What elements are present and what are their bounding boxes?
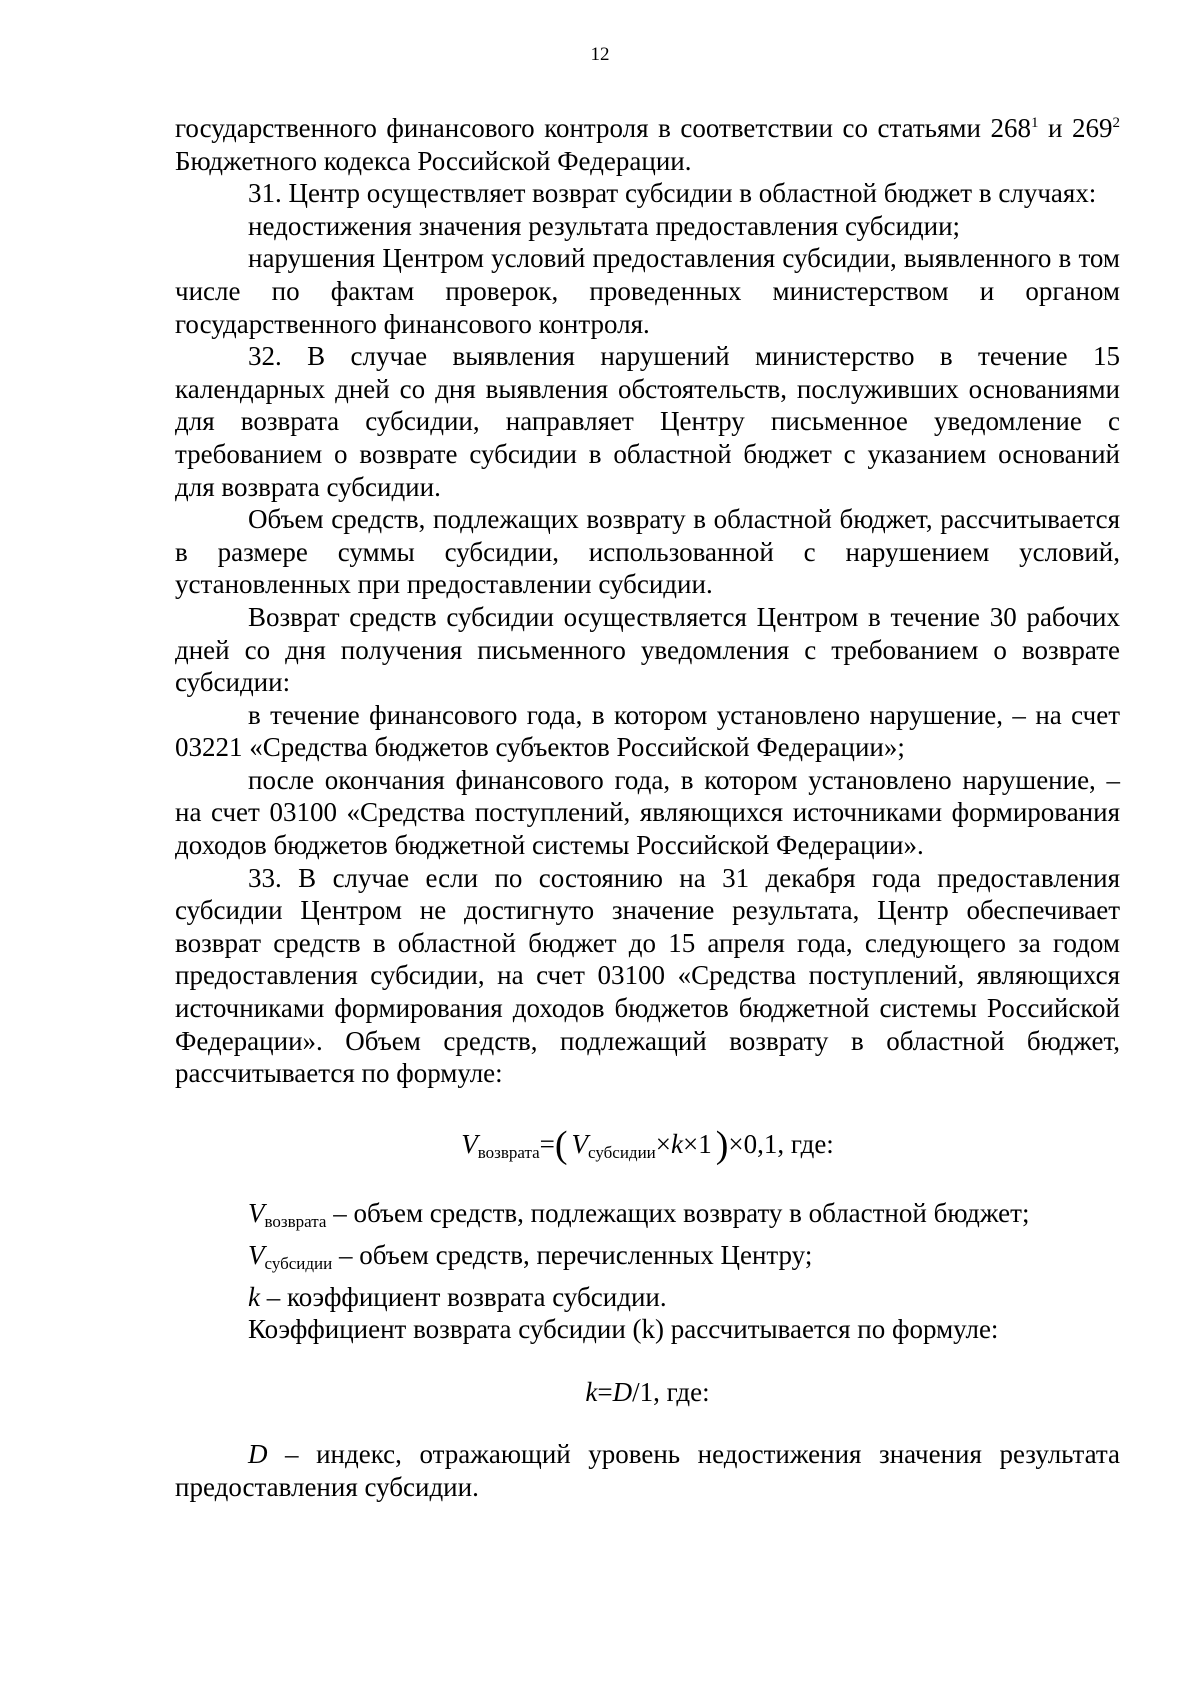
- paragraph-32-after-year: после окончания финансового года, в котором установлено нарушение, – на счет 03100 «Средства поступлений, являющихся источниками формирования доходов бюджетов бюджетной системы Российской Федерации».: [175, 764, 1120, 861]
- paragraph-32-during-year: в течение финансового года, в котором установлено нарушение, – на счет 03221 «Средства бюджетов субъектов Российской Федерации»;: [175, 699, 1120, 763]
- formula-tail: , где:: [653, 1376, 710, 1407]
- paragraph-32-return: Возврат средств субсидии осуществляется Центром в течение 30 рабочих дней со дня получения письменного уведомления с требованием о возврате субсидии:: [175, 601, 1120, 698]
- formula-paren-close: ): [715, 1123, 729, 1166]
- def-text: – объем средств, подлежащих возврату в областной бюджет;: [326, 1198, 1030, 1229]
- formula-return-volume: [175, 1123, 1120, 1170]
- def-v-symbol: V: [248, 1240, 265, 1270]
- formula-sub-return: возврата: [477, 1142, 540, 1162]
- formula-v-symbol: V: [461, 1128, 478, 1159]
- formula-factor: 0,1: [743, 1128, 778, 1159]
- formula-divide: /: [632, 1376, 640, 1407]
- formula-paren-open: (: [554, 1123, 568, 1166]
- text: и 269: [1038, 113, 1113, 143]
- paragraph-31: 31. Центр осуществляет возврат субсидии в областной бюджет в случаях:: [248, 178, 1097, 209]
- paragraph-32-volume: Объем средств, подлежащих возврату в областной бюджет, рассчитывается в размере суммы субсидии, использованной с нарушением условий, установленных при предоставлении субсидии.: [175, 504, 1120, 600]
- formula-one: 1: [698, 1128, 712, 1159]
- formula-equals: =: [597, 1376, 613, 1407]
- paragraph-continuation: [175, 112, 1120, 177]
- def-sub-subsidy: субсидии: [264, 1254, 333, 1273]
- def-text: – индекс, отражающий уровень недостижения значения результата предоставления субсидии.: [175, 1439, 1120, 1502]
- definition-k: [175, 1281, 1120, 1314]
- formula-times: ×: [682, 1128, 699, 1159]
- def-v-symbol: V: [248, 1198, 265, 1229]
- def-text: – объем средств, перечисленных Центру;: [332, 1240, 813, 1270]
- definition-v-subsidy: [175, 1239, 1120, 1281]
- formula-equals: =: [539, 1128, 555, 1159]
- paragraph-33: 33. В случае если по состоянию на 31 декабря года предоставления субсидии Центром не достигнуто значение результата, Центр обеспечивает возврат средств в областной бюджет до 15 апреля года, следующего за годом предоставления субсидии, на счет 03100 «Средства поступлений, являющихся источниками формирования доходов бюджетов бюджетной системы Российской Федерации». Объем средств, подлежащий возврату в областной бюджет, рассчитывается по формуле:: [175, 862, 1120, 1089]
- formula-times: ×: [655, 1128, 671, 1159]
- def-k-symbol: k: [248, 1281, 260, 1312]
- text: государственного финансового контроля в соответствии со статьями 268: [175, 113, 1031, 143]
- definition-d: [175, 1438, 1120, 1503]
- paragraph-k-intro: Коэффициент возврата субсидии (k) рассчитывается по формуле:: [248, 1314, 999, 1345]
- def-text: – коэффициент возврата субсидии.: [259, 1281, 667, 1312]
- def-d-symbol: D: [248, 1439, 268, 1470]
- formula-tail: , где:: [777, 1128, 834, 1159]
- text: Бюджетного кодекса Российской Федерации.: [175, 145, 692, 176]
- superscript: 2: [1112, 115, 1120, 131]
- definition-v-return: [175, 1197, 1120, 1239]
- formula-d-symbol: D: [612, 1376, 633, 1407]
- formula-v-symbol: V: [571, 1128, 589, 1159]
- document-body: [175, 112, 1120, 1504]
- formula-times: ×: [728, 1128, 744, 1159]
- paragraph-32: 32. В случае выявления нарушений министерство в течение 15 календарных дней со дня выявления обстоятельств, послуживших основаниями для возврата субсидии, направляет Центру письменное уведомление с требованием о возврате субсидии в областной бюджет с указанием оснований для возврата субсидии.: [175, 341, 1120, 502]
- paragraph-31-b: нарушения Центром условий предоставления субсидии, выявленного в том числе по фактам проверок, проведенных министерством и органом государственного финансового контроля.: [175, 243, 1120, 339]
- formula-sub-subsidy: субсидии: [588, 1142, 656, 1162]
- paragraph-31-a: недостижения значения результата предоставления субсидии;: [248, 210, 961, 241]
- page-number: 12: [590, 44, 610, 65]
- formula-k-symbol: k: [671, 1128, 683, 1159]
- def-sub-return: возврата: [264, 1212, 327, 1232]
- formula-k-symbol: k: [585, 1376, 598, 1407]
- formula-coefficient: [175, 1376, 1120, 1409]
- superscript: 1: [1030, 115, 1039, 131]
- formula-one: 1: [639, 1376, 654, 1407]
